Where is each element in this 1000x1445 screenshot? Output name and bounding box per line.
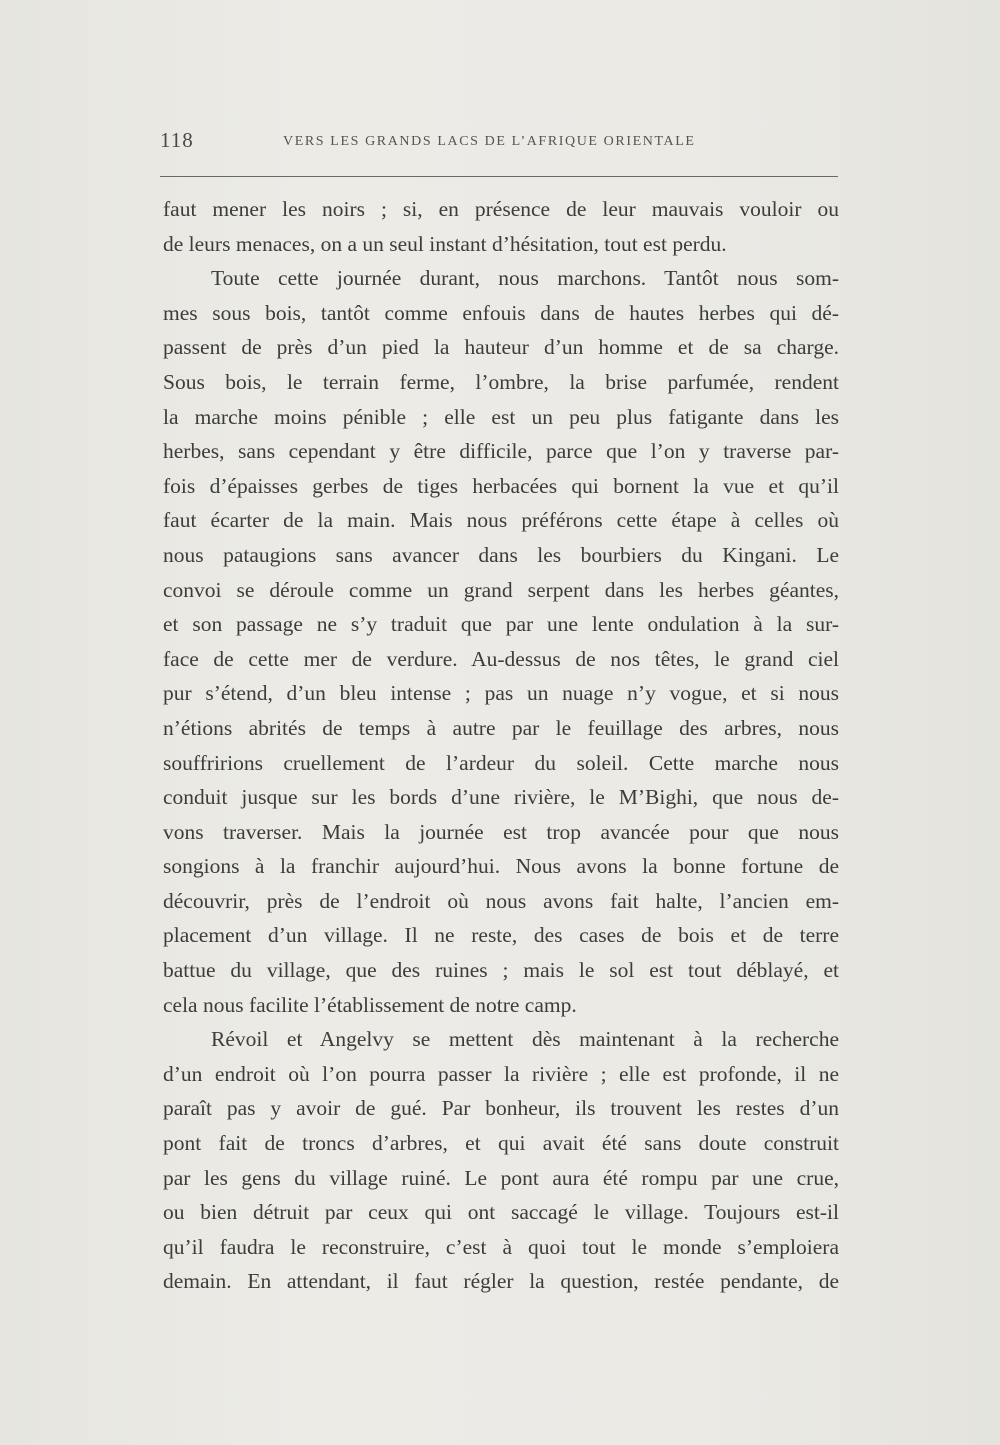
text-line: Révoil et Angelvy se mettent dès maintenant à la recherche bbox=[211, 1027, 839, 1052]
text-line: faut mener les noirs ; si, en présence de leur mauvais vouloir ou bbox=[163, 197, 839, 221]
text-line: pont fait de troncs d’arbres, et qui avait été sans doute construit bbox=[163, 1131, 839, 1156]
text-line: passent de près d’un pied la hauteur d’un homme et de sa charge. bbox=[163, 335, 839, 360]
text-line: et son passage ne s’y traduit que par une lente ondulation à la sur- bbox=[163, 612, 839, 637]
text-line: faut écarter de la main. Mais nous préférons cette étape à celles où bbox=[163, 508, 839, 533]
text-line: qu’il faudra le reconstruire, c’est à quoi tout le monde s’emploiera bbox=[163, 1234, 839, 1259]
text-line: battue du village, que des ruines ; mais le sol est tout déblayé, et bbox=[163, 958, 839, 983]
body-text bbox=[163, 192, 839, 1299]
text-line: Toute cette journée durant, nous marchons. Tantôt nous som- bbox=[211, 266, 839, 291]
text-line: convoi se déroule comme un grand serpent dans les herbes géantes, bbox=[163, 577, 839, 602]
text-line: souffririons cruellement de l’ardeur du soleil. Cette marche nous bbox=[163, 750, 839, 775]
running-title: VERS LES GRANDS LACS DE L’AFRIQUE ORIENTALE bbox=[283, 134, 696, 149]
text-line: nous pataugions sans avancer dans les bourbiers du Kingani. Le bbox=[163, 542, 839, 567]
text-line: de leurs menaces, on a un seul instant d’hésitation, tout est perdu. bbox=[163, 231, 727, 256]
text-line: Sous bois, le terrain ferme, l’ombre, la brise parfumée, rendent bbox=[163, 369, 839, 394]
text-line: conduit jusque sur les bords d’une rivière, le M’Bighi, que nous de- bbox=[163, 785, 839, 810]
page-number: 118 bbox=[160, 128, 194, 152]
text-line: songions à la franchir aujourd’hui. Nous avons la bonne fortune de bbox=[163, 854, 839, 879]
text-line: ou bien détruit par ceux qui ont saccagé le village. Toujours est-il bbox=[163, 1200, 839, 1225]
text-line: vons traverser. Mais la journée est trop avancée pour que nous bbox=[163, 819, 839, 844]
text-line: herbes, sans cependant y être difficile, parce que l’on y traverse par- bbox=[163, 439, 839, 464]
text-line: face de cette mer de verdure. Au-dessus de nos têtes, le grand ciel bbox=[163, 646, 839, 671]
text-line: n’étions abrités de temps à autre par le feuillage des arbres, nous bbox=[163, 715, 839, 740]
text-line: par les gens du village ruiné. Le pont aura été rompu par une crue, bbox=[163, 1165, 839, 1190]
text-line: la marche moins pénible ; elle est un peu plus fatigante dans les bbox=[163, 404, 839, 429]
page-header bbox=[160, 128, 840, 158]
text-line: découvrir, près de l’endroit où nous avons fait halte, l’ancien em- bbox=[163, 888, 839, 913]
text-line: placement d’un village. Il ne reste, des cases de bois et de terre bbox=[163, 923, 839, 948]
text-line: d’un endroit où l’on pourra passer la rivière ; elle est profonde, il ne bbox=[163, 1061, 839, 1086]
text-line: mes sous bois, tantôt comme enfouis dans de hautes herbes qui dé- bbox=[163, 300, 839, 325]
header-rule bbox=[160, 176, 838, 177]
text-line: paraît pas y avoir de gué. Par bonheur, ils trouvent les restes d’un bbox=[163, 1096, 839, 1121]
text-line: cela nous facilite l’établissement de notre camp. bbox=[163, 992, 577, 1017]
text-line: demain. En attendant, il faut régler la question, restée pendante, de bbox=[163, 1269, 839, 1294]
text-line: pur s’étend, d’un bleu intense ; pas un nuage n’y vogue, et si nous bbox=[163, 681, 839, 706]
text-line: fois d’épaisses gerbes de tiges herbacées qui bornent la vue et qu’il bbox=[163, 473, 839, 498]
